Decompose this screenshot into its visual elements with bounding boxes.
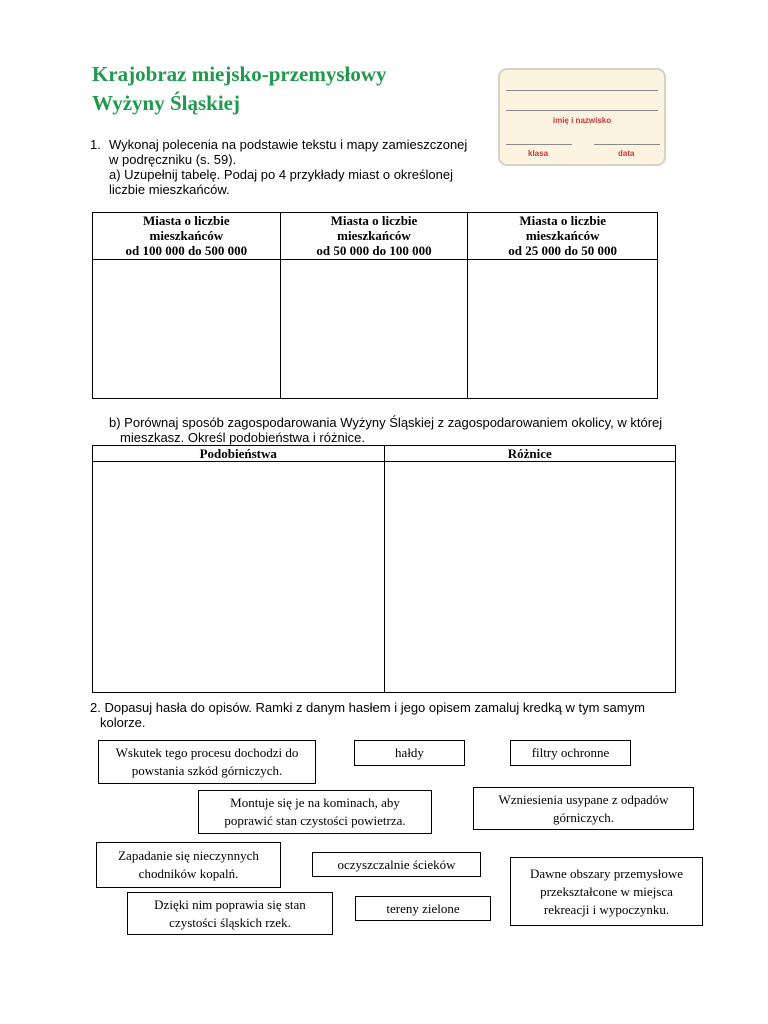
similarities-header: Podobieństwa (93, 446, 385, 462)
cities-header-2 (280, 213, 468, 260)
header-text: mieszkańców (149, 228, 224, 243)
cities-answer-cell-2[interactable] (280, 260, 468, 399)
similarities-cell[interactable] (93, 462, 385, 693)
task1-line-1: Wykonaj polecenia na podstawie tekstu i mapy zamieszczonej (109, 137, 468, 152)
page-title (92, 60, 387, 118)
differences-header: Różnice (384, 446, 675, 462)
match-box-chimney-description[interactable]: Montuje się je na kominach, aby poprawić stan czystości powietrza. (198, 790, 432, 834)
match-box-recreation-description[interactable]: Dawne obszary przemysłowe przekształcone w miejsca rekreacji i wypoczynku. (510, 857, 703, 926)
title-line-1: Krajobraz miejsko-przemysłowy (92, 62, 387, 86)
cities-header-3 (468, 213, 658, 260)
header-text: mieszkańców (337, 228, 411, 243)
differences-cell[interactable] (384, 462, 675, 693)
date-label: data (618, 149, 635, 158)
task1-line-2: w podręczniku (s. 59). (109, 152, 237, 167)
name-label: imię i nazwisko (552, 116, 612, 125)
task1-number: 1. (90, 137, 101, 152)
task1-line-4: liczbie mieszkańców. (109, 182, 230, 197)
task1-instructions (109, 137, 469, 197)
cities-answer-cell-3[interactable] (468, 260, 658, 399)
task1b-line-2: mieszkasz. Określ podobieństwa i różnice. (120, 430, 365, 445)
match-box-haldy[interactable]: hałdy (354, 740, 465, 766)
match-box-mining-damage-description[interactable]: Wskutek tego procesu dochodzi do powstania szkód górniczych. (98, 740, 316, 784)
match-box-tereny-zielone[interactable]: tereny zielone (355, 896, 491, 921)
task1b-line-1: b) Porównaj sposób zagospodarowania Wyżyny Śląskiej z zagospodarowaniem okolicy, w której (109, 415, 663, 430)
header-text: od 50 000 do 100 000 (316, 243, 432, 258)
class-line[interactable] (506, 144, 572, 145)
match-box-heaps-description[interactable]: Wzniesienia usypane z odpadów górniczych. (473, 787, 694, 830)
header-text: Miasta o liczbie (143, 213, 230, 228)
header-text: Miasta o liczbie (330, 213, 418, 228)
header-text: od 25 000 do 50 000 (508, 243, 618, 258)
header-text: Miasta o liczbie (519, 213, 606, 228)
card-line-1 (506, 90, 658, 91)
cities-header-1 (93, 213, 281, 260)
match-box-filtry-ochronne[interactable]: filtry ochronne (510, 740, 631, 766)
title-line-2: Wyżyny Śląskiej (92, 91, 240, 115)
compare-table (92, 445, 676, 693)
student-info-card (498, 68, 666, 166)
class-label: klasa (528, 149, 549, 158)
name-line[interactable] (506, 110, 658, 111)
match-box-collapse-description[interactable]: Zapadanie się nieczynnych chodników kopalń. (96, 842, 281, 888)
header-text: od 100 000 do 500 000 (125, 243, 248, 258)
cities-table (92, 212, 658, 399)
match-box-oczyszczalnie-sciekow[interactable]: oczyszczalnie ścieków (312, 852, 481, 877)
date-line[interactable] (594, 144, 660, 145)
task1-line-3: a) Uzupełnij tabelę. Podaj po 4 przykłady miast o określonej (109, 167, 453, 182)
cities-answer-cell-1[interactable] (93, 260, 281, 399)
header-text: mieszkańców (525, 228, 600, 243)
task2-line-2: kolorze. (100, 715, 146, 730)
task2-line-1: 2. Dopasuj hasła do opisów. Ramki z danym hasłem i jego opisem zamaluj kredką w tym samym (90, 700, 645, 715)
match-box-rivers-description[interactable]: Dzięki nim poprawia się stan czystości śląskich rzek. (127, 892, 333, 935)
